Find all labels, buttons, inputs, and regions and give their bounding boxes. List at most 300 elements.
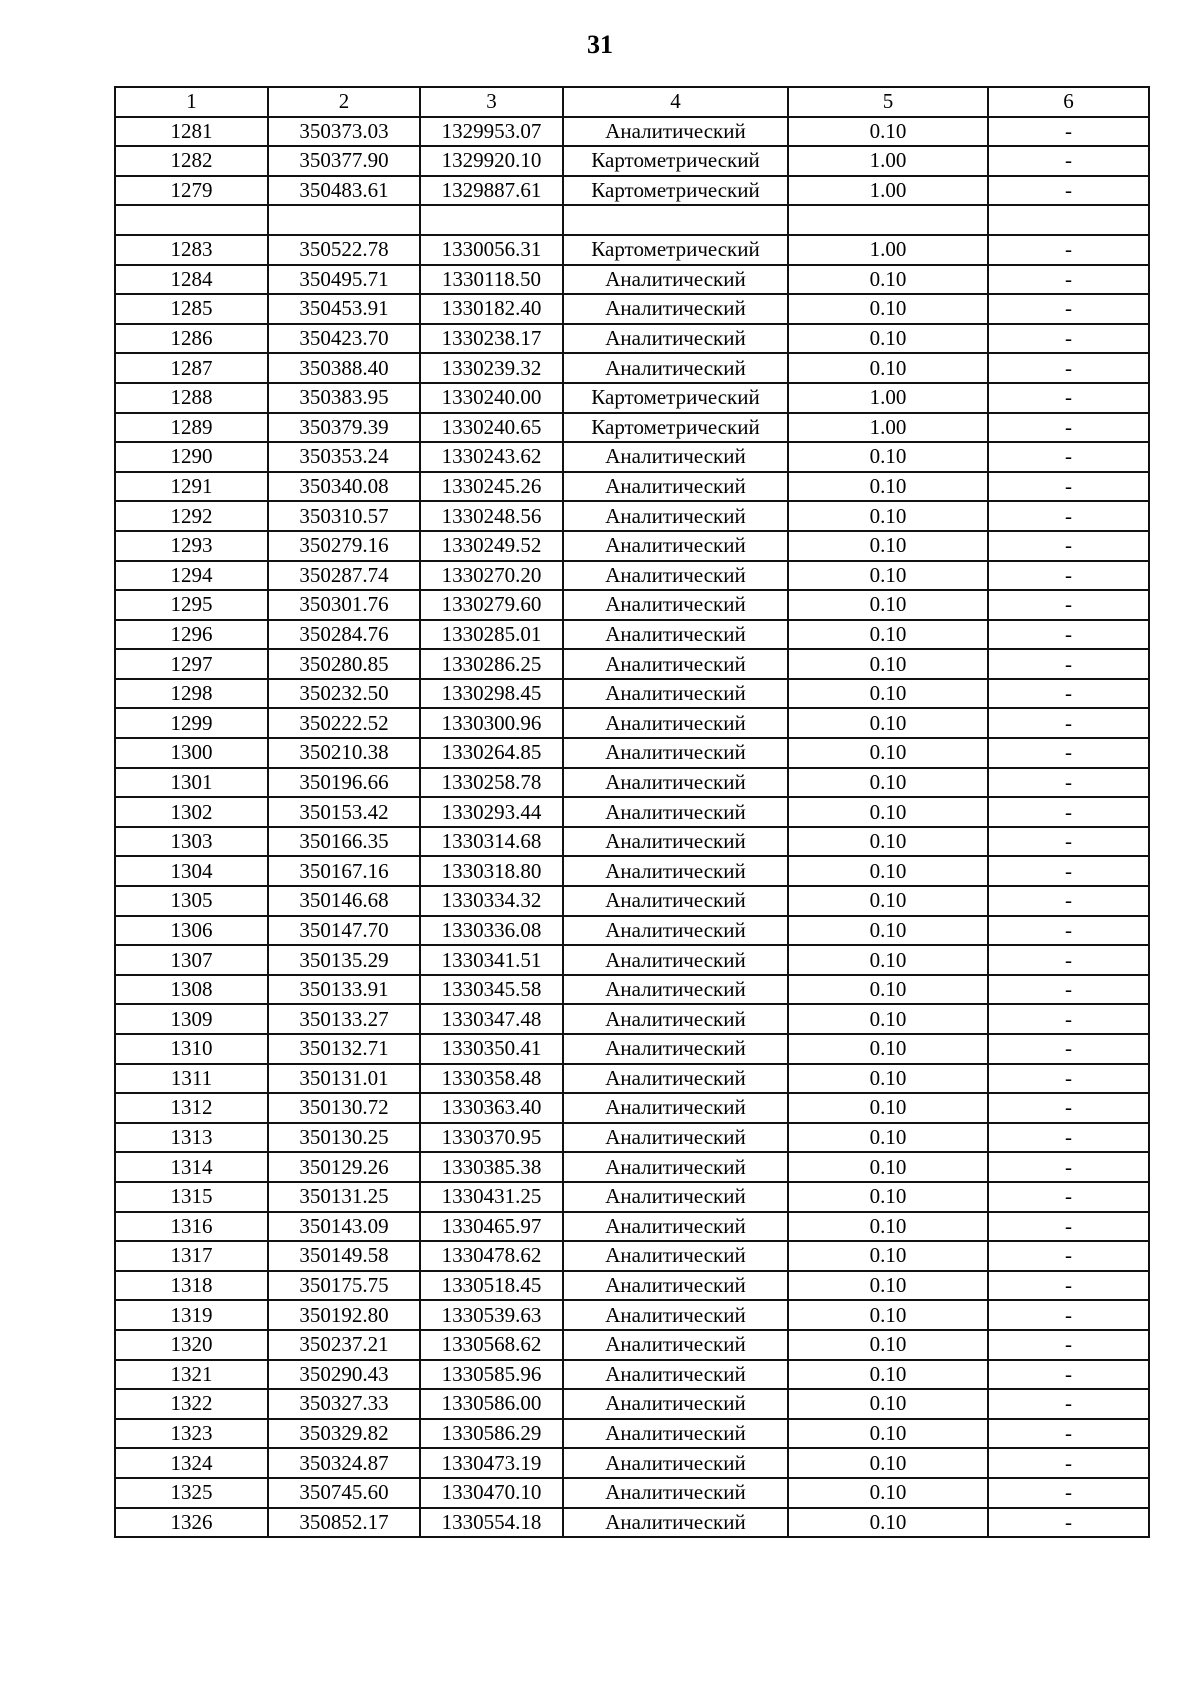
point-number-cell: 1315	[115, 1182, 268, 1212]
note-cell: -	[988, 1389, 1149, 1419]
table-row	[115, 827, 1149, 857]
accuracy-cell: 0.10	[788, 620, 988, 650]
method-cell: Аналитический	[563, 1152, 788, 1182]
note-cell: -	[988, 916, 1149, 946]
point-number-cell: 1304	[115, 856, 268, 886]
x-coordinate-cell: 350379.39	[268, 413, 420, 443]
note-cell: -	[988, 620, 1149, 650]
accuracy-cell	[788, 205, 988, 235]
note-cell: -	[988, 383, 1149, 413]
y-coordinate-cell: 1330240.00	[420, 383, 563, 413]
accuracy-cell: 0.10	[788, 916, 988, 946]
table-header-row	[115, 87, 1149, 117]
note-cell: -	[988, 146, 1149, 176]
x-coordinate-cell: 350232.50	[268, 679, 420, 709]
y-coordinate-cell: 1330298.45	[420, 679, 563, 709]
table-row	[115, 945, 1149, 975]
y-coordinate-cell: 1330431.25	[420, 1182, 563, 1212]
accuracy-cell: 0.10	[788, 679, 988, 709]
method-cell: Картометрический	[563, 413, 788, 443]
note-cell: -	[988, 353, 1149, 383]
point-number-cell: 1288	[115, 383, 268, 413]
point-number-cell: 1286	[115, 324, 268, 354]
point-number-cell: 1296	[115, 620, 268, 650]
y-coordinate-cell: 1330264.85	[420, 738, 563, 768]
table-row	[115, 1389, 1149, 1419]
x-coordinate-cell: 350175.75	[268, 1271, 420, 1301]
point-number-cell: 1292	[115, 501, 268, 531]
note-cell	[988, 205, 1149, 235]
x-coordinate-cell: 350167.16	[268, 856, 420, 886]
x-coordinate-cell: 350135.29	[268, 945, 420, 975]
y-coordinate-cell: 1330240.65	[420, 413, 563, 443]
table-row	[115, 1182, 1149, 1212]
table-row	[115, 1123, 1149, 1153]
point-number-cell: 1305	[115, 886, 268, 916]
method-cell: Аналитический	[563, 916, 788, 946]
method-cell: Аналитический	[563, 1004, 788, 1034]
point-number-cell: 1279	[115, 176, 268, 206]
accuracy-cell: 1.00	[788, 383, 988, 413]
y-coordinate-cell: 1330182.40	[420, 294, 563, 324]
table-row	[115, 1064, 1149, 1094]
table-row	[115, 413, 1149, 443]
x-coordinate-cell: 350196.66	[268, 768, 420, 798]
accuracy-cell: 0.10	[788, 324, 988, 354]
point-number-cell	[115, 205, 268, 235]
point-number-cell: 1323	[115, 1419, 268, 1449]
point-number-cell: 1324	[115, 1448, 268, 1478]
method-cell: Аналитический	[563, 797, 788, 827]
table-row	[115, 117, 1149, 147]
x-coordinate-cell: 350146.68	[268, 886, 420, 916]
point-number-cell: 1308	[115, 975, 268, 1005]
point-number-cell: 1281	[115, 117, 268, 147]
note-cell: -	[988, 1064, 1149, 1094]
point-number-cell: 1290	[115, 442, 268, 472]
x-coordinate-cell: 350284.76	[268, 620, 420, 650]
accuracy-cell: 0.10	[788, 649, 988, 679]
point-number-cell: 1298	[115, 679, 268, 709]
method-cell: Аналитический	[563, 1330, 788, 1360]
y-coordinate-cell: 1330270.20	[420, 561, 563, 591]
y-coordinate-cell: 1330279.60	[420, 590, 563, 620]
y-coordinate-cell: 1330385.38	[420, 1152, 563, 1182]
y-coordinate-cell: 1330568.62	[420, 1330, 563, 1360]
method-cell: Аналитический	[563, 265, 788, 295]
x-coordinate-cell: 350131.25	[268, 1182, 420, 1212]
note-cell: -	[988, 1034, 1149, 1064]
accuracy-cell: 0.10	[788, 1182, 988, 1212]
note-cell: -	[988, 1123, 1149, 1153]
y-coordinate-cell: 1330478.62	[420, 1241, 563, 1271]
x-coordinate-cell: 350745.60	[268, 1478, 420, 1508]
accuracy-cell: 0.10	[788, 294, 988, 324]
y-coordinate-cell: 1330345.58	[420, 975, 563, 1005]
point-number-cell: 1295	[115, 590, 268, 620]
point-number-cell: 1302	[115, 797, 268, 827]
accuracy-cell: 0.10	[788, 1152, 988, 1182]
method-cell: Аналитический	[563, 1448, 788, 1478]
accuracy-cell: 0.10	[788, 1004, 988, 1034]
y-coordinate-cell	[420, 205, 563, 235]
table-row	[115, 886, 1149, 916]
x-coordinate-cell	[268, 205, 420, 235]
x-coordinate-cell: 350383.95	[268, 383, 420, 413]
accuracy-cell: 0.10	[788, 1300, 988, 1330]
table-row	[115, 1271, 1149, 1301]
note-cell: -	[988, 1419, 1149, 1449]
method-cell: Аналитический	[563, 1300, 788, 1330]
note-cell: -	[988, 1330, 1149, 1360]
y-coordinate-cell: 1330239.32	[420, 353, 563, 383]
accuracy-cell: 0.10	[788, 768, 988, 798]
note-cell: -	[988, 856, 1149, 886]
y-coordinate-cell: 1330118.50	[420, 265, 563, 295]
note-cell: -	[988, 827, 1149, 857]
y-coordinate-cell: 1330249.52	[420, 531, 563, 561]
method-cell: Аналитический	[563, 1241, 788, 1271]
table-row	[115, 324, 1149, 354]
header-cell: 2	[268, 87, 420, 117]
note-cell: -	[988, 1271, 1149, 1301]
y-coordinate-cell: 1330285.01	[420, 620, 563, 650]
note-cell: -	[988, 1004, 1149, 1034]
accuracy-cell: 0.10	[788, 590, 988, 620]
table-row	[115, 708, 1149, 738]
note-cell: -	[988, 945, 1149, 975]
table-row	[115, 1093, 1149, 1123]
accuracy-cell: 0.10	[788, 1212, 988, 1242]
method-cell: Аналитический	[563, 294, 788, 324]
method-cell: Аналитический	[563, 945, 788, 975]
y-coordinate-cell: 1330470.10	[420, 1478, 563, 1508]
x-coordinate-cell: 350192.80	[268, 1300, 420, 1330]
x-coordinate-cell: 350130.72	[268, 1093, 420, 1123]
x-coordinate-cell: 350453.91	[268, 294, 420, 324]
header-cell: 3	[420, 87, 563, 117]
point-number-cell: 1312	[115, 1093, 268, 1123]
x-coordinate-cell: 350287.74	[268, 561, 420, 591]
x-coordinate-cell: 350290.43	[268, 1360, 420, 1390]
y-coordinate-cell: 1330336.08	[420, 916, 563, 946]
table-row	[115, 531, 1149, 561]
table-row	[115, 146, 1149, 176]
x-coordinate-cell: 350483.61	[268, 176, 420, 206]
method-cell: Аналитический	[563, 353, 788, 383]
y-coordinate-cell: 1330318.80	[420, 856, 563, 886]
point-number-cell: 1317	[115, 1241, 268, 1271]
page-number: 31	[587, 30, 613, 59]
y-coordinate-cell: 1330539.63	[420, 1300, 563, 1330]
accuracy-cell: 0.10	[788, 1448, 988, 1478]
note-cell: -	[988, 531, 1149, 561]
note-cell: -	[988, 1241, 1149, 1271]
accuracy-cell: 0.10	[788, 531, 988, 561]
point-number-cell: 1285	[115, 294, 268, 324]
point-number-cell: 1316	[115, 1212, 268, 1242]
x-coordinate-cell: 350149.58	[268, 1241, 420, 1271]
point-number-cell: 1287	[115, 353, 268, 383]
point-number-cell: 1322	[115, 1389, 268, 1419]
point-number-cell: 1299	[115, 708, 268, 738]
table-row	[115, 1360, 1149, 1390]
point-number-cell: 1311	[115, 1064, 268, 1094]
x-coordinate-cell: 350377.90	[268, 146, 420, 176]
table-row	[115, 265, 1149, 295]
method-cell: Аналитический	[563, 1123, 788, 1153]
note-cell: -	[988, 294, 1149, 324]
x-coordinate-cell: 350280.85	[268, 649, 420, 679]
table-row	[115, 679, 1149, 709]
point-number-cell: 1306	[115, 916, 268, 946]
table-row	[115, 176, 1149, 206]
method-cell: Аналитический	[563, 1271, 788, 1301]
note-cell: -	[988, 1478, 1149, 1508]
method-cell: Аналитический	[563, 1360, 788, 1390]
note-cell: -	[988, 413, 1149, 443]
method-cell: Аналитический	[563, 975, 788, 1005]
accuracy-cell: 0.10	[788, 1419, 988, 1449]
x-coordinate-cell: 350522.78	[268, 235, 420, 265]
accuracy-cell: 0.10	[788, 1389, 988, 1419]
accuracy-cell: 1.00	[788, 176, 988, 206]
note-cell: -	[988, 590, 1149, 620]
point-number-cell: 1284	[115, 265, 268, 295]
accuracy-cell: 0.10	[788, 1478, 988, 1508]
x-coordinate-cell: 350131.01	[268, 1064, 420, 1094]
y-coordinate-cell: 1330585.96	[420, 1360, 563, 1390]
x-coordinate-cell: 350353.24	[268, 442, 420, 472]
table-row	[115, 768, 1149, 798]
x-coordinate-cell: 350324.87	[268, 1448, 420, 1478]
x-coordinate-cell: 350340.08	[268, 472, 420, 502]
x-coordinate-cell: 350132.71	[268, 1034, 420, 1064]
method-cell: Аналитический	[563, 1064, 788, 1094]
accuracy-cell: 0.10	[788, 738, 988, 768]
accuracy-cell: 0.10	[788, 797, 988, 827]
y-coordinate-cell: 1329920.10	[420, 146, 563, 176]
point-number-cell: 1319	[115, 1300, 268, 1330]
note-cell: -	[988, 1212, 1149, 1242]
method-cell: Аналитический	[563, 827, 788, 857]
method-cell: Аналитический	[563, 856, 788, 886]
method-cell: Аналитический	[563, 531, 788, 561]
table-row	[115, 797, 1149, 827]
accuracy-cell: 0.10	[788, 975, 988, 1005]
note-cell: -	[988, 649, 1149, 679]
accuracy-cell: 0.10	[788, 856, 988, 886]
point-number-cell: 1309	[115, 1004, 268, 1034]
accuracy-cell: 0.10	[788, 1508, 988, 1538]
x-coordinate-cell: 350210.38	[268, 738, 420, 768]
note-cell: -	[988, 324, 1149, 354]
point-number-cell: 1326	[115, 1508, 268, 1538]
method-cell: Аналитический	[563, 679, 788, 709]
table-row	[115, 856, 1149, 886]
table-body	[115, 117, 1149, 1538]
table-row	[115, 1330, 1149, 1360]
table-row	[115, 620, 1149, 650]
x-coordinate-cell: 350153.42	[268, 797, 420, 827]
method-cell: Аналитический	[563, 1419, 788, 1449]
table-row	[115, 1508, 1149, 1538]
y-coordinate-cell: 1330473.19	[420, 1448, 563, 1478]
x-coordinate-cell: 350166.35	[268, 827, 420, 857]
method-cell: Аналитический	[563, 738, 788, 768]
table-row	[115, 235, 1149, 265]
y-coordinate-cell: 1330245.26	[420, 472, 563, 502]
point-number-cell: 1300	[115, 738, 268, 768]
accuracy-cell: 0.10	[788, 1034, 988, 1064]
point-number-cell: 1301	[115, 768, 268, 798]
note-cell: -	[988, 679, 1149, 709]
y-coordinate-cell: 1330586.29	[420, 1419, 563, 1449]
accuracy-cell: 0.10	[788, 561, 988, 591]
table-row	[115, 1212, 1149, 1242]
table-row	[115, 383, 1149, 413]
table-row	[115, 353, 1149, 383]
method-cell	[563, 205, 788, 235]
x-coordinate-cell: 350129.26	[268, 1152, 420, 1182]
note-cell: -	[988, 768, 1149, 798]
y-coordinate-cell: 1330258.78	[420, 768, 563, 798]
method-cell: Аналитический	[563, 1034, 788, 1064]
method-cell: Аналитический	[563, 620, 788, 650]
table-row	[115, 975, 1149, 1005]
table-row	[115, 738, 1149, 768]
note-cell: -	[988, 738, 1149, 768]
accuracy-cell: 0.10	[788, 1360, 988, 1390]
accuracy-cell: 0.10	[788, 945, 988, 975]
accuracy-cell: 0.10	[788, 472, 988, 502]
header-cell: 5	[788, 87, 988, 117]
note-cell: -	[988, 1448, 1149, 1478]
method-cell: Аналитический	[563, 561, 788, 591]
y-coordinate-cell: 1330286.25	[420, 649, 563, 679]
y-coordinate-cell: 1330554.18	[420, 1508, 563, 1538]
method-cell: Аналитический	[563, 442, 788, 472]
x-coordinate-cell: 350222.52	[268, 708, 420, 738]
method-cell: Аналитический	[563, 1182, 788, 1212]
y-coordinate-cell: 1330363.40	[420, 1093, 563, 1123]
y-coordinate-cell: 1330518.45	[420, 1271, 563, 1301]
accuracy-cell: 1.00	[788, 146, 988, 176]
x-coordinate-cell: 350495.71	[268, 265, 420, 295]
accuracy-cell: 0.10	[788, 1241, 988, 1271]
point-number-cell: 1314	[115, 1152, 268, 1182]
method-cell: Картометрический	[563, 235, 788, 265]
coordinates-table	[114, 86, 1150, 1538]
note-cell: -	[988, 1182, 1149, 1212]
y-coordinate-cell: 1330334.32	[420, 886, 563, 916]
note-cell: -	[988, 975, 1149, 1005]
point-number-cell: 1310	[115, 1034, 268, 1064]
method-cell: Аналитический	[563, 324, 788, 354]
method-cell: Аналитический	[563, 649, 788, 679]
table-row	[115, 472, 1149, 502]
y-coordinate-cell: 1330056.31	[420, 235, 563, 265]
note-cell: -	[988, 886, 1149, 916]
note-cell: -	[988, 561, 1149, 591]
x-coordinate-cell: 350327.33	[268, 1389, 420, 1419]
table-row	[115, 1478, 1149, 1508]
y-coordinate-cell: 1330358.48	[420, 1064, 563, 1094]
table-row	[115, 1300, 1149, 1330]
table-row	[115, 1448, 1149, 1478]
table-row	[115, 442, 1149, 472]
accuracy-cell: 1.00	[788, 235, 988, 265]
x-coordinate-cell: 350143.09	[268, 1212, 420, 1242]
method-cell: Аналитический	[563, 1508, 788, 1538]
note-cell: -	[988, 501, 1149, 531]
accuracy-cell: 0.10	[788, 353, 988, 383]
y-coordinate-cell: 1330300.96	[420, 708, 563, 738]
table-row	[115, 205, 1149, 235]
point-number-cell: 1318	[115, 1271, 268, 1301]
y-coordinate-cell: 1330248.56	[420, 501, 563, 531]
y-coordinate-cell: 1330341.51	[420, 945, 563, 975]
point-number-cell: 1321	[115, 1360, 268, 1390]
note-cell: -	[988, 117, 1149, 147]
x-coordinate-cell: 350133.91	[268, 975, 420, 1005]
accuracy-cell: 0.10	[788, 1093, 988, 1123]
accuracy-cell: 0.10	[788, 1064, 988, 1094]
point-number-cell: 1291	[115, 472, 268, 502]
point-number-cell: 1320	[115, 1330, 268, 1360]
table-row	[115, 1152, 1149, 1182]
table-row	[115, 649, 1149, 679]
x-coordinate-cell: 350423.70	[268, 324, 420, 354]
y-coordinate-cell: 1329953.07	[420, 117, 563, 147]
point-number-cell: 1283	[115, 235, 268, 265]
y-coordinate-cell: 1330370.95	[420, 1123, 563, 1153]
point-number-cell: 1303	[115, 827, 268, 857]
note-cell: -	[988, 1508, 1149, 1538]
accuracy-cell: 0.10	[788, 501, 988, 531]
table-row	[115, 916, 1149, 946]
y-coordinate-cell: 1330238.17	[420, 324, 563, 354]
accuracy-cell: 0.10	[788, 1123, 988, 1153]
x-coordinate-cell: 350301.76	[268, 590, 420, 620]
point-number-cell: 1294	[115, 561, 268, 591]
x-coordinate-cell: 350310.57	[268, 501, 420, 531]
note-cell: -	[988, 1360, 1149, 1390]
accuracy-cell: 0.10	[788, 827, 988, 857]
y-coordinate-cell: 1330465.97	[420, 1212, 563, 1242]
method-cell: Аналитический	[563, 708, 788, 738]
x-coordinate-cell: 350388.40	[268, 353, 420, 383]
accuracy-cell: 0.10	[788, 1271, 988, 1301]
method-cell: Аналитический	[563, 1212, 788, 1242]
y-coordinate-cell: 1329887.61	[420, 176, 563, 206]
point-number-cell: 1325	[115, 1478, 268, 1508]
point-number-cell: 1297	[115, 649, 268, 679]
method-cell: Аналитический	[563, 117, 788, 147]
y-coordinate-cell: 1330586.00	[420, 1389, 563, 1419]
accuracy-cell: 0.10	[788, 1330, 988, 1360]
method-cell: Аналитический	[563, 1389, 788, 1419]
accuracy-cell: 0.10	[788, 886, 988, 916]
y-coordinate-cell: 1330314.68	[420, 827, 563, 857]
x-coordinate-cell: 350237.21	[268, 1330, 420, 1360]
method-cell: Аналитический	[563, 590, 788, 620]
note-cell: -	[988, 708, 1149, 738]
y-coordinate-cell: 1330243.62	[420, 442, 563, 472]
accuracy-cell: 0.10	[788, 117, 988, 147]
accuracy-cell: 0.10	[788, 265, 988, 295]
x-coordinate-cell: 350373.03	[268, 117, 420, 147]
